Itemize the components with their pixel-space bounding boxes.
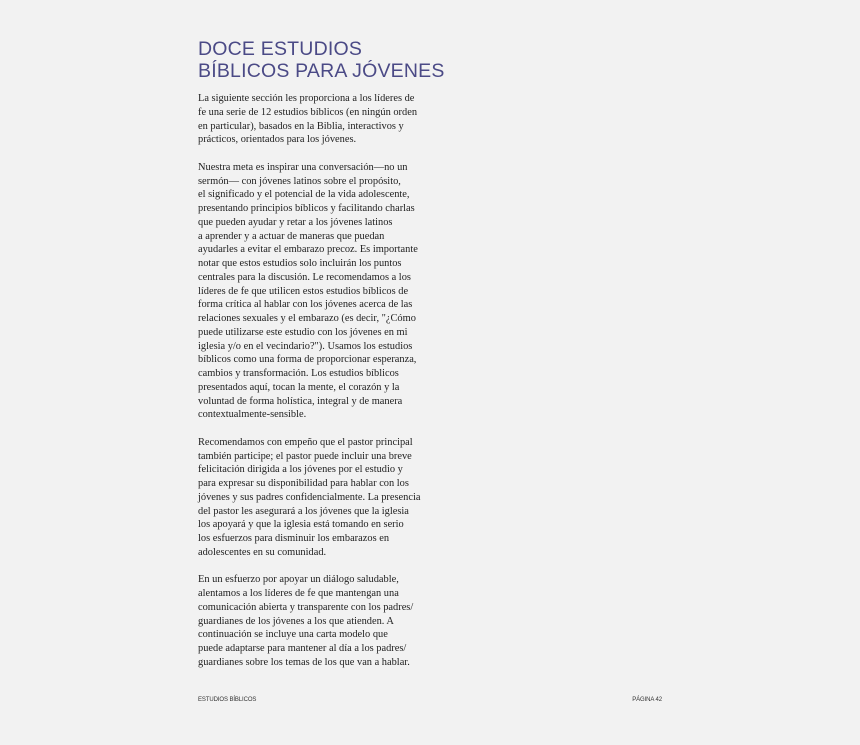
text-line: guardianes de los jóvenes a los que atienden. A [198, 615, 394, 627]
text-line: presentados aquí, tocan la mente, el corazón y la [198, 381, 400, 393]
text-line: líderes de fe que utilicen estos estudios bíblicos de [198, 285, 409, 297]
text-line: Nuestra meta es inspirar una conversación—no un [198, 161, 408, 173]
paragraph-parents [198, 573, 430, 669]
text-line: guardianes sobre los temas de los que van a hablar. [198, 656, 410, 668]
text-line: voluntad de forma holística, integral y de manera [198, 395, 403, 407]
text-line: para expresar su disponibilidad para hablar con los [198, 478, 409, 489]
text-line: ayudarles a evitar el embarazo precoz. Es importante [198, 244, 418, 256]
text-line: puede adaptarse para mantener al día a los padres/ [198, 643, 407, 654]
text-line: comunicación abierta y transparente con los padres/ [198, 601, 414, 613]
text-line: sermón— con jóvenes latinos sobre el propósito, [198, 175, 401, 187]
text-line: alentamos a los líderes de fe que mantengan una [198, 588, 399, 599]
text-line: iglesia y/o en el vecindario?"). Usamos los estudios [198, 340, 413, 352]
body-text [198, 92, 430, 683]
text-line: el significado y el potencial de la vida adolescente, [198, 189, 410, 201]
footer-page-number: PÁGINA 42 [632, 697, 662, 703]
text-line: notar que estos estudios solo incluirán los puntos [198, 258, 402, 269]
text-line: en particular), basados en la Biblia, interactivos y [198, 120, 404, 132]
text-line: que pueden ayudar y retar a los jóvenes latinos [198, 216, 393, 228]
footer-section-label: ESTUDIOS BÍBLICOS [198, 697, 257, 703]
text-line: bíblicos como una forma de proporcionar esperanza, [198, 354, 417, 366]
text-line: del pastor les asegurará a los jóvenes que la iglesia [198, 505, 409, 517]
text-line: fe una serie de 12 estudios bíblicos (en ningún orden [198, 106, 418, 118]
text-line: felicitación dirigida a los jóvenes por el estudio y [198, 464, 403, 476]
paragraph-pastor [198, 436, 430, 560]
text-line: a aprender y a actuar de maneras que puedan [198, 230, 385, 242]
text-line: cambios y transformación. Los estudios bíblicos [198, 368, 399, 379]
text-line: jóvenes y sus padres confidencialmente. La presencia [198, 491, 421, 503]
paragraph-goal [198, 161, 430, 422]
text-line: puede utilizarse este estudio con los jóvenes en mi [198, 326, 408, 338]
text-line: presentando principios bíblicos y facilitando charlas [198, 203, 415, 214]
text-line: relaciones sexuales y el embarazo (es decir, "¿Cómo [198, 313, 416, 324]
text-line: centrales para la discusión. Le recomendamos a los [198, 271, 411, 283]
page-title [198, 38, 445, 82]
text-line: forma crítica al hablar con los jóvenes acerca de las [198, 299, 413, 311]
title-line-1: DOCE ESTUDIOS [198, 38, 363, 60]
text-line: continuación se incluye una carta modelo que [198, 629, 388, 641]
title-line-2: BÍBLICOS PARA JÓVENES [198, 60, 445, 82]
text-line: prácticos, orientados para los jóvenes. [198, 134, 357, 146]
text-line: La siguiente sección les proporciona a los líderes de [198, 93, 415, 104]
text-line: En un esfuerzo por apoyar un diálogo saludable, [198, 574, 399, 586]
text-line: también participe; el pastor puede incluir una breve [198, 450, 412, 462]
paragraph-intro [198, 92, 430, 147]
text-line: adolescentes en su comunidad. [198, 546, 327, 558]
text-line: los esfuerzos para disminuir los embarazos en [198, 533, 390, 544]
text-line: contextualmente-sensible. [198, 409, 307, 421]
text-line: los apoyará y que la iglesia está tomando en serio [198, 519, 404, 531]
text-line: Recomendamos con empeño que el pastor principal [198, 436, 413, 448]
